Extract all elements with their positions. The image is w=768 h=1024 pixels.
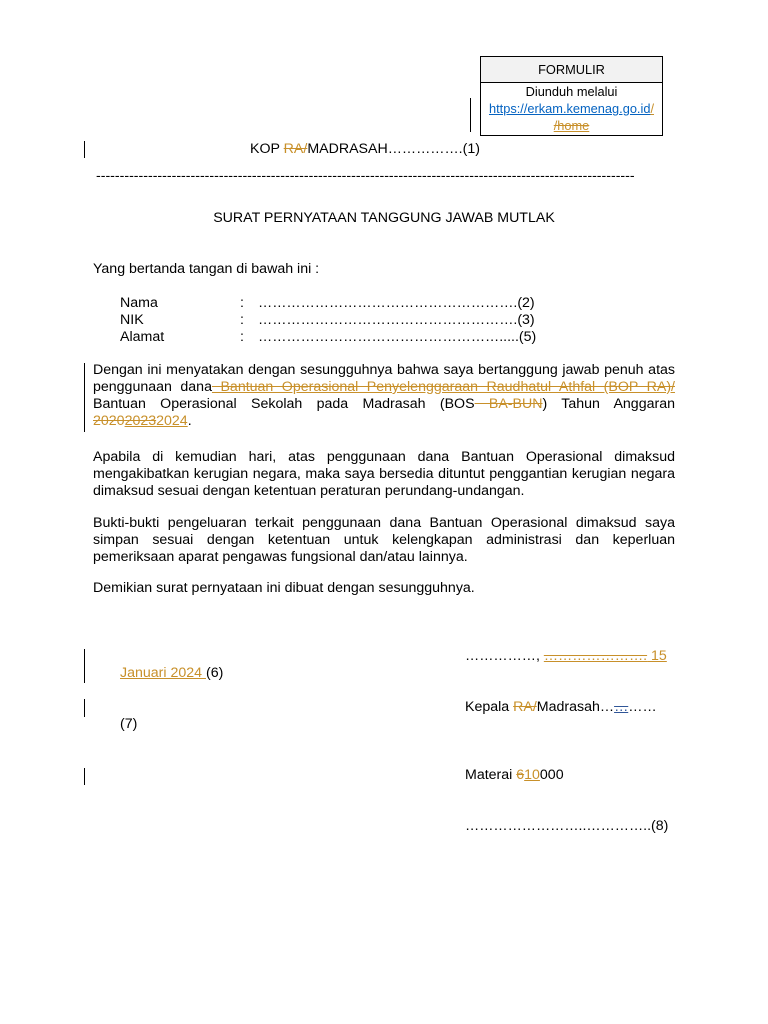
identity-colon: : bbox=[240, 295, 244, 311]
downloaded-via-label: Diunduh melalui bbox=[525, 84, 618, 99]
kop-text: MADRASAH…………….(1) bbox=[307, 141, 480, 157]
page-title: SURAT PERNYATAAN TANGGUNG JAWAB MUTLAK bbox=[213, 210, 555, 226]
identity-value-alamat: …………………………………………….....(5) bbox=[258, 329, 537, 345]
change-bar bbox=[84, 141, 85, 158]
paragraph-statement bbox=[93, 362, 675, 430]
formulir-body bbox=[481, 83, 662, 134]
signature-ref-7: (7) bbox=[120, 716, 138, 732]
download-link-deleted: /home bbox=[553, 118, 590, 133]
signature-position bbox=[465, 699, 657, 716]
identity-label-alamat: Alamat bbox=[120, 329, 165, 345]
p1-text-b: Bantuan Operasional Sekolah pada Madrasah (BOS bbox=[93, 396, 475, 412]
p1-end: . bbox=[187, 413, 192, 429]
identity-label-nik: NIK bbox=[120, 312, 144, 328]
download-link-line[interactable] bbox=[481, 100, 662, 117]
signature-place: ……………, bbox=[465, 648, 544, 664]
separator-line: ------------------------------------------------------------------------------------------------------------------ bbox=[96, 168, 635, 184]
p1-text-c: ) Tahun Anggaran bbox=[542, 396, 675, 412]
change-bar bbox=[84, 649, 85, 683]
download-link[interactable]: https://erkam.kemenag.go.id bbox=[488, 101, 651, 116]
signature-date-continued bbox=[120, 665, 223, 682]
signature-ref-6: (6) bbox=[205, 665, 224, 681]
change-bar bbox=[84, 699, 85, 717]
formulir-box bbox=[480, 56, 663, 136]
download-link-deleted-line bbox=[481, 117, 662, 134]
p1-deleted-year-1: 2020 bbox=[93, 413, 125, 429]
formulir-title: FORMULIR bbox=[481, 57, 662, 83]
identity-value-nik: ……………………………………………….(3) bbox=[258, 312, 535, 328]
kop-line bbox=[250, 141, 480, 158]
p1-text-a: Dengan ini menyatakan dengan sesungguhnya bahwa saya bertanggung jawab penuh atas penggunaan dana bbox=[93, 362, 675, 395]
signature-position-prefix: Kepala bbox=[465, 699, 514, 715]
stamp-deleted: 6 bbox=[516, 767, 525, 783]
download-link-inserted[interactable]: / bbox=[650, 101, 655, 116]
change-bar bbox=[470, 98, 471, 132]
kop-deleted: RA/ bbox=[283, 141, 308, 157]
signature-deleted-dots: …………………. bbox=[543, 648, 648, 664]
signature-stamp bbox=[465, 767, 564, 784]
identity-colon: : bbox=[240, 312, 244, 328]
signature-position-suffix: …… bbox=[628, 699, 657, 715]
p1-deleted-bop: Bantuan Operasional Penyelenggaraan Raudhatul Athfal (BOP RA)/ bbox=[211, 379, 675, 395]
kop-prefix: KOP bbox=[250, 141, 284, 157]
stamp-inserted: 10 bbox=[524, 767, 540, 783]
identity-label-nama: Nama bbox=[120, 295, 158, 311]
signature-position-deleted-blue: … bbox=[614, 699, 629, 715]
signature-position-text: Madrasah… bbox=[536, 699, 615, 715]
p1-inserted-year: 2024 bbox=[156, 413, 188, 429]
signature-place-date bbox=[465, 648, 667, 665]
signature-month-year: Januari 2024 bbox=[120, 665, 206, 681]
intro-text: Yang bertanda tangan di bawah ini : bbox=[93, 261, 320, 277]
identity-colon: : bbox=[240, 329, 244, 345]
identity-value-nama: ……………………………………………….(2) bbox=[258, 295, 535, 311]
closing-text: Demikian surat pernyataan ini dibuat dengan sesungguhnya. bbox=[93, 580, 475, 596]
signature-name-line: ……………………..…………..(8) bbox=[465, 818, 669, 834]
stamp-suffix: 000 bbox=[539, 767, 564, 783]
signature-position-deleted: RA/ bbox=[513, 699, 537, 715]
paragraph-liability: Apabila di kemudian hari, atas penggunaan dana Bantuan Operasional dimaksud mengakibatkan kerugian negara, maka saya bersedia dituntut penggantian kerugian negara dimaksud sesuai dengan ketentuan peraturan perundang-undangan. bbox=[93, 449, 675, 499]
signature-day: 15 bbox=[647, 648, 667, 664]
stamp-prefix: Materai bbox=[465, 767, 517, 783]
change-bar bbox=[84, 768, 85, 785]
p1-deleted-babun: BA-BUN bbox=[474, 396, 543, 412]
change-bar bbox=[84, 363, 85, 432]
paragraph-evidence: Bukti-bukti pengeluaran terkait penggunaan dana Bantuan Operasional dimaksud saya simpan sesuai dengan ketentuan untuk kelengkapan administrasi dan keperluan pemeriksaan aparat pengawas fungsional dan/atau lainnya. bbox=[93, 515, 675, 565]
p1-deleted-year-2: 2023 bbox=[124, 413, 157, 429]
